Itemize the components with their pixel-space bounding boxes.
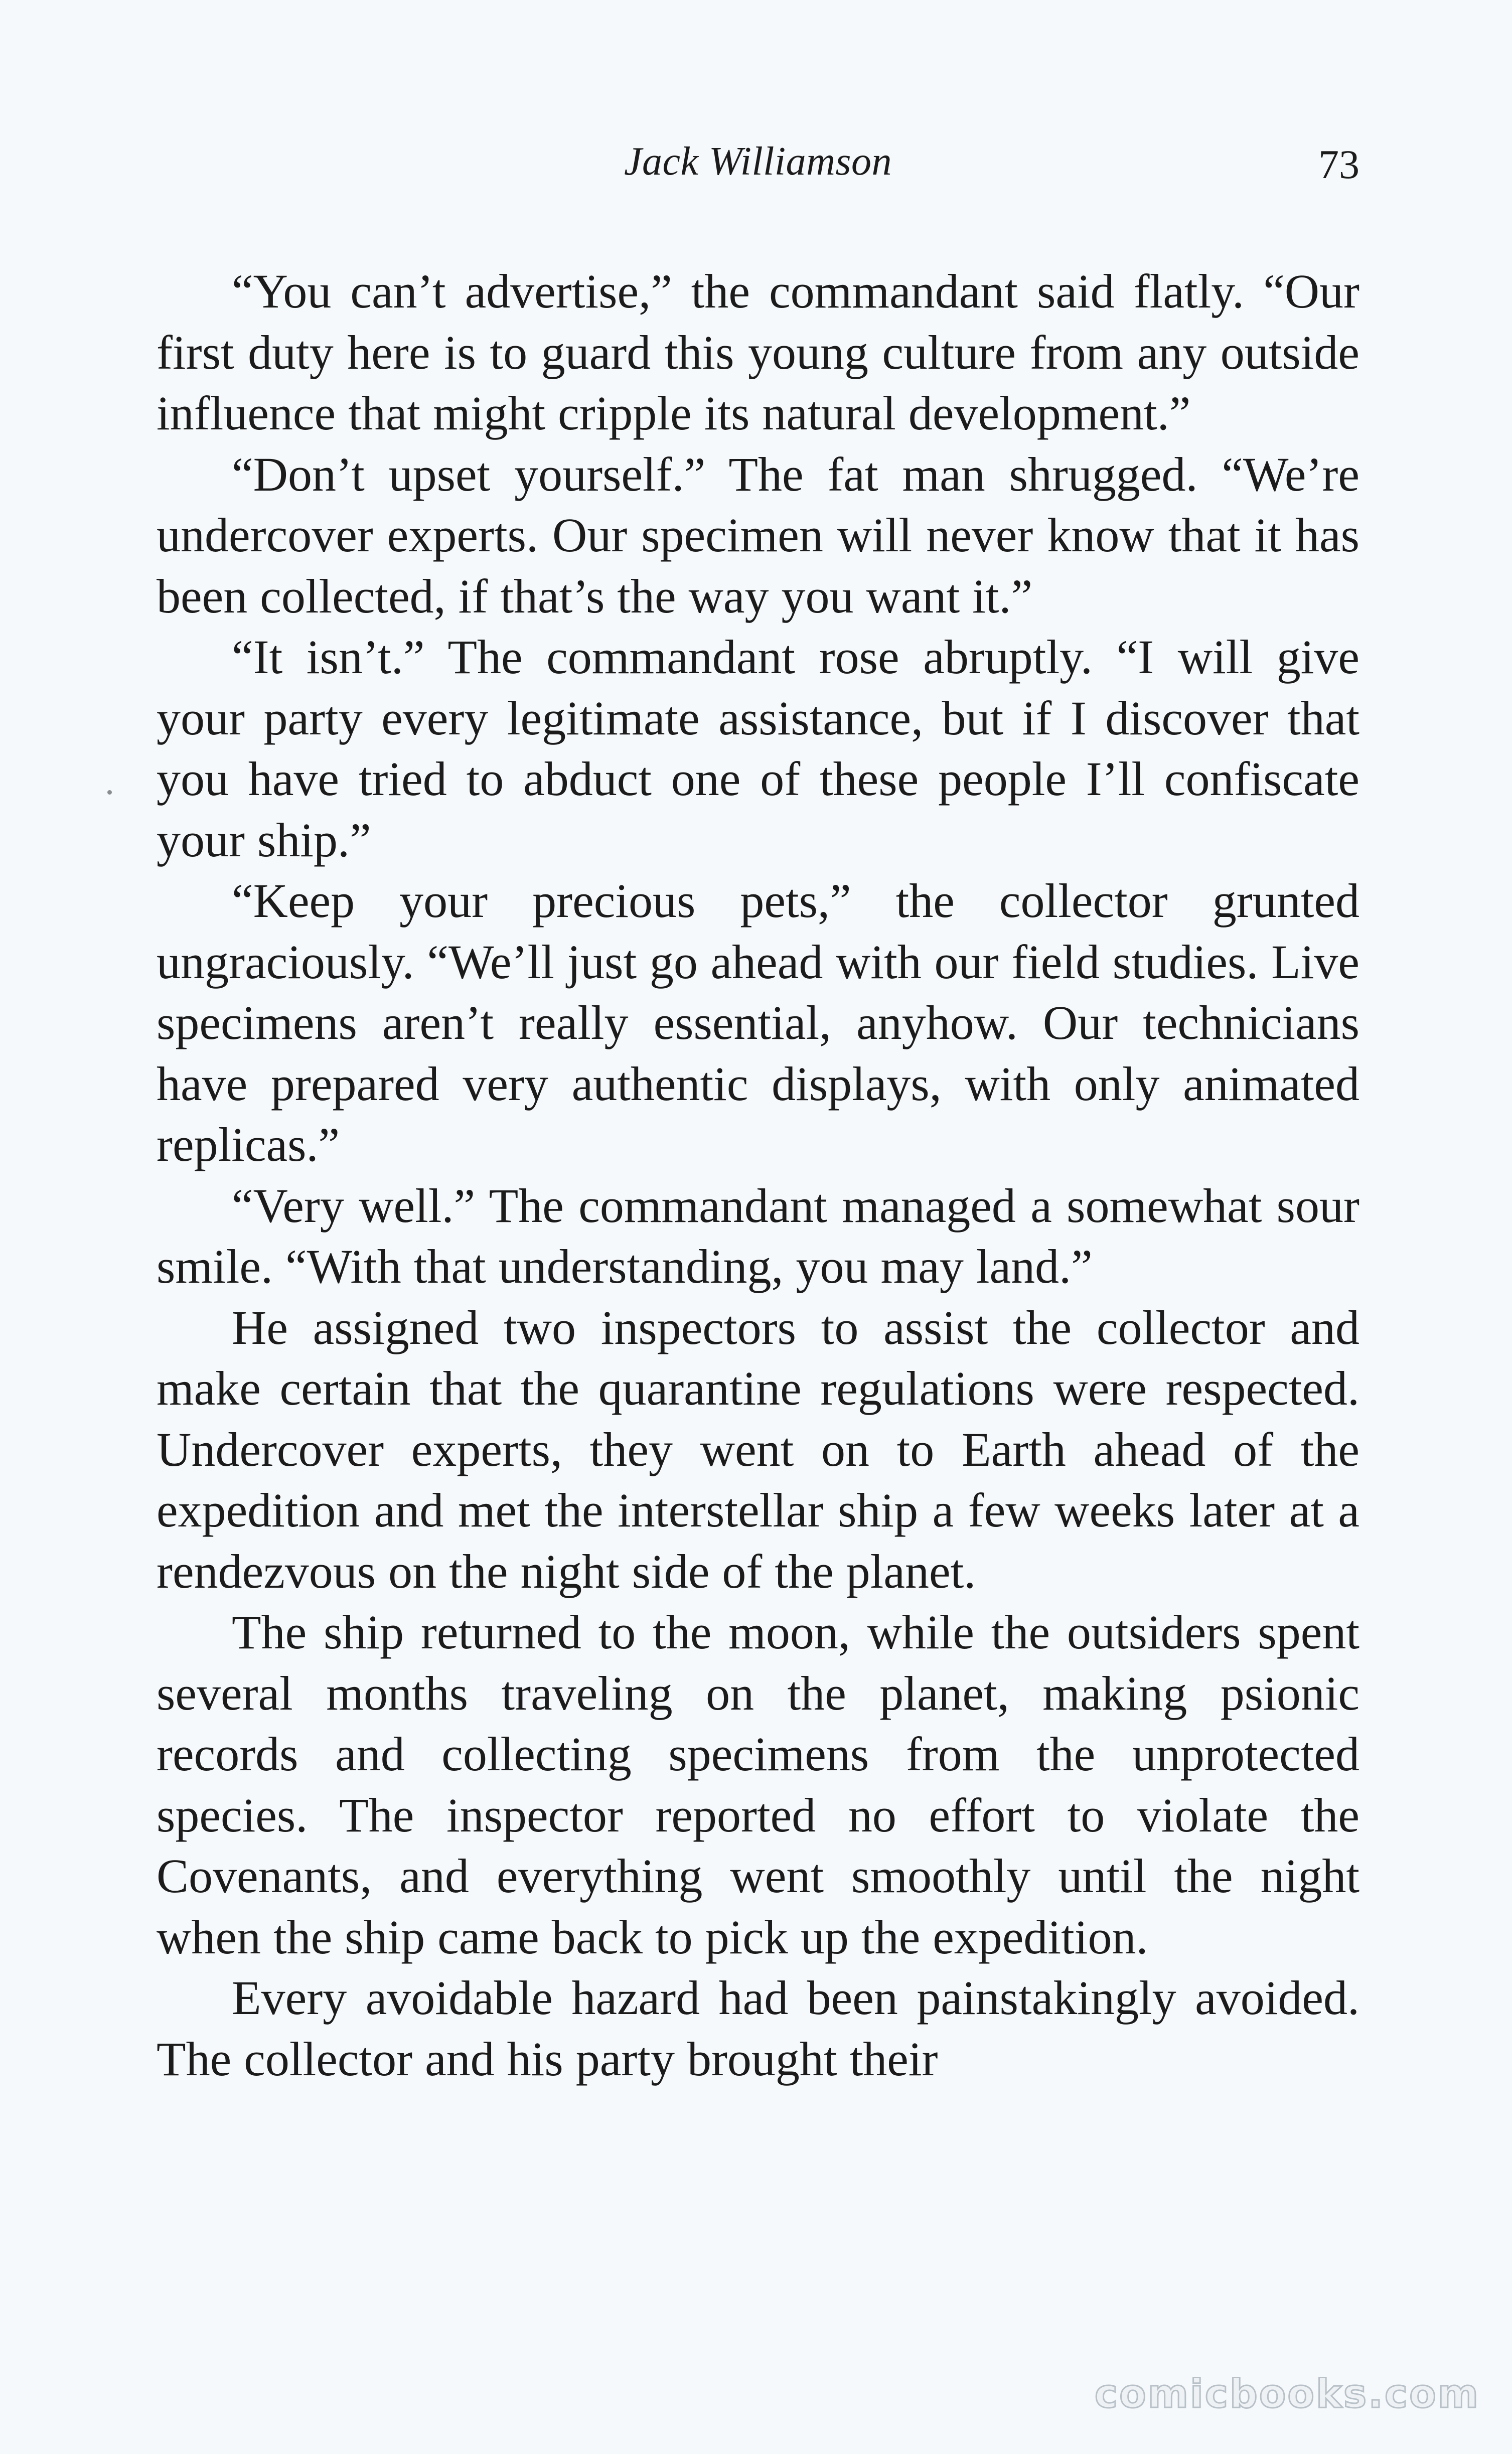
paragraph: “Keep your precious pets,” the collector grunted ungraciously. “We’ll just go ahead with our field studies. Live specimens aren’t really essential, anyhow. Our technicians have prepared very authentic displays, with only animated replicas.” bbox=[157, 874, 1359, 1171]
site-watermark: comicbooks.com bbox=[1094, 2372, 1480, 2417]
paragraph: “It isn’t.” The commandant rose abruptly. “I will give your party every legitimate assistance, but if I discover that you have tried to abduct one of these people I’ll confiscate your ship.” bbox=[157, 630, 1359, 867]
paragraph: “Don’t upset yourself.” The fat man shrugged. “We’re undercover experts. Our specimen will never know that it has been collected, if that’s the way you want it.” bbox=[157, 447, 1359, 623]
page-number: 73 bbox=[1318, 141, 1359, 187]
paragraph: The ship returned to the moon, while the outsiders spent several months traveling on the planet, making psionic records and collecting specimens from the unprotected species. The inspector reported no effort to violate the Covenants, and everything went smoothly until the night when the ship came back to pick up the expedition. bbox=[157, 1605, 1359, 1964]
body-text bbox=[157, 261, 1359, 2089]
paragraph: “Very well.” The commandant managed a somewhat sour smile. “With that understanding, you may land.” bbox=[157, 1178, 1359, 1293]
page-header bbox=[157, 131, 1359, 202]
paragraph: Every avoidable hazard had been painstakingly avoided. The collector and his party brought their bbox=[157, 1971, 1359, 2086]
stray-print-mark bbox=[107, 790, 112, 795]
paragraph: He assigned two inspectors to assist the collector and make certain that the quarantine regulations were respected. Undercover experts, they went on to Earth ahead of the expedition and met the interstellar ship a few weeks later at a rendezvous on the night side of the planet. bbox=[157, 1300, 1359, 1598]
running-head-author: Jack Williamson bbox=[624, 139, 892, 184]
paragraph: “You can’t advertise,” the commandant said flatly. “Our first duty here is to guard this young culture from any outside influence that might cripple its natural development.” bbox=[157, 264, 1359, 440]
